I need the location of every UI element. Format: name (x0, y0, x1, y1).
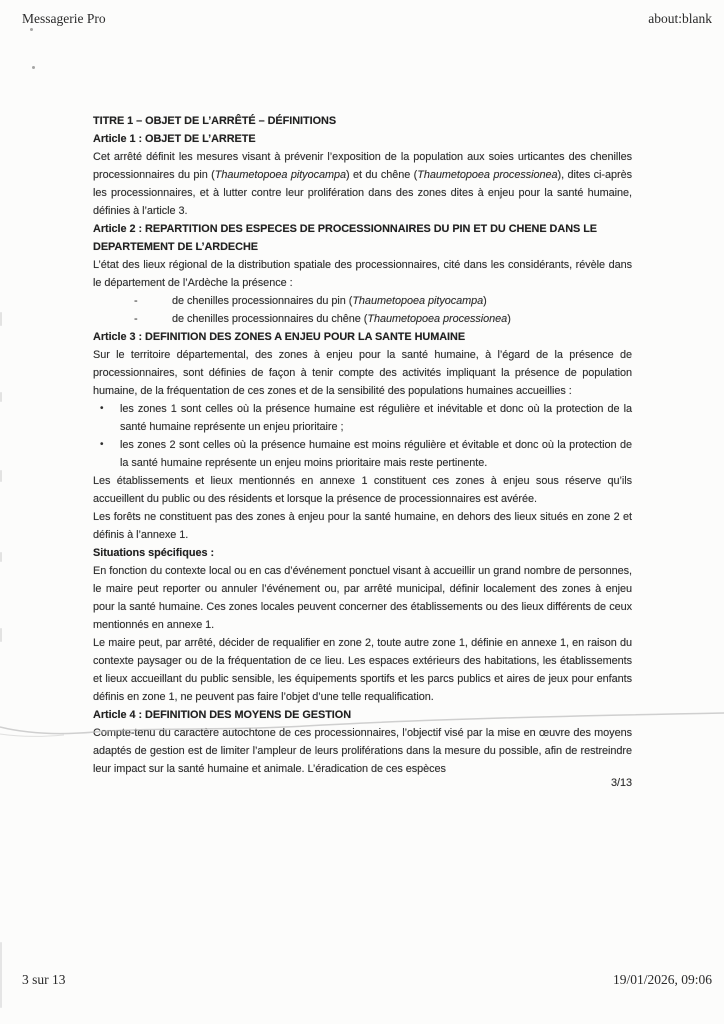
text-run: Cet arrêté définit les mesures visant à prévenir l’exposition de la population aux soies urticantes des chenilles processionnaires du pin ( (93, 151, 632, 181)
article-2-paragraph: L’état des lieux régional de la distribution spatiale des processionnaires, cité dans les considérants, révèle dans le département de l’Ardèche la présence : (93, 259, 632, 289)
print-footer-page-count: 3 sur 13 (22, 972, 66, 987)
species-name: Thaumetopoea processionea (367, 313, 508, 325)
scan-edge-artifact (0, 552, 2, 562)
text-run: ) (507, 313, 511, 325)
scan-edge-artifact (0, 392, 2, 402)
scan-edge-artifact (0, 942, 2, 1008)
text-run: de chenilles processionnaires du chêne ( (172, 313, 368, 325)
article-2-heading: Article 2 : REPARTITION DES ESPECES DE PROCESSIONNAIRES DU PIN ET DU CHENE DANS LE DEPARTEMENT DE L’ARDECHE (93, 223, 598, 253)
article-3-paragraph: Les forêts ne constituent pas des zones à enjeu pour la santé humaine, en dehors des lieux situés en zone 2 et définis à l’annexe 1. (93, 511, 632, 541)
bullet-list-item (93, 436, 632, 472)
article-3-paragraph: En fonction du contexte local ou en cas d’événement ponctuel visant à accueillir un grand nombre de personnes, le maire peut reporter ou annuler l’événement ou, par arrêté municipal, définir localement des zones à enjeu pour la santé humaine. Ces zones locales peuvent concerner des établissements ou des lieux différents de ceux mentionnés en annexe 1. (93, 565, 632, 631)
situations-specifiques-heading: Situations spécifiques : (93, 547, 215, 559)
scan-speck (30, 28, 33, 31)
article-3-paragraph: Sur le territoire départemental, des zones à enjeu pour la santé humaine, à l’égard de la présence de processionnaires, sont définies de façon à tenir compte des activités impliquant la présence de population humaine, de la fréquentation de ces zones et de la sensibilité des populations humaines accueillies : (93, 349, 632, 397)
text-run: de chenilles processionnaires du pin ( (172, 295, 353, 307)
article-4-paragraph: Compte-tenu du caractère autochtone de ces processionnaires, l’objectif visé par la mise en œuvre des moyens adaptés de gestion est de limiter l’ampleur de leurs proliférations dans la mesure du possible, afin de restreindre leur impact sur la santé humaine et animale. L’éradication de ces espèces (93, 727, 632, 775)
article-3-heading: Article 3 : DEFINITION DES ZONES A ENJEU POUR LA SANTE HUMAINE (93, 331, 466, 343)
species-name: Thaumetopoea pityocampa (352, 295, 484, 307)
article-1-heading: Article 1 : OBJET DE L’ARRETE (93, 133, 256, 145)
bullet-marker: • (100, 403, 104, 414)
species-name: Thaumetopoea pityocampa (214, 169, 347, 181)
print-footer-datetime: 19/01/2026, 09:06 (612, 972, 712, 987)
article-3-paragraph: Le maire peut, par arrêté, décider de requalifier en zone 2, toute autre zone 1, définie en annexe 1, en raison du contexte paysager ou de la fréquentation de ce lieu. Les espaces extérieurs des habitations, les établissements et lieux accueillant du public sensible, les équipements sportifs et les parcs publics et aires de jeux pour enfants définis en zone 1, ne peuvent pas faire l’objet d’une telle requalification. (93, 637, 632, 703)
article-3-paragraph: Les établissements et lieux mentionnés en annexe 1 constituent ces zones à enjeu sous réserve qu’ils accueillent du public ou des résidents et lorsque la présence de processionnaires est avérée. (93, 475, 632, 505)
text-run: ), dites ci-après les processionnaires, et à lutter contre leur prolifération dans des zones dites à enjeu pour la santé humaine, définies à l’article 3. (93, 169, 632, 217)
scan-edge-artifact (0, 470, 2, 482)
bullet-text: les zones 1 sont celles où la présence humaine est régulière et inévitable et donc où la protection de la santé humaine représente un enjeu prioritaire ; (120, 403, 632, 433)
dash-marker: - (134, 295, 138, 307)
text-run: ) (483, 295, 487, 307)
article-1-paragraph (93, 148, 632, 220)
bullet-text: les zones 2 sont celles où la présence humaine est moins régulière et évitable et donc où la protection de la santé humaine représente un enjeu moins prioritaire mais reste pertinente. (120, 439, 632, 469)
bullet-list-item (93, 400, 632, 436)
scan-edge-artifact (0, 628, 2, 642)
dash-list-item (93, 310, 632, 328)
doc-title: TITRE 1 – OBJET DE L’ARRÊTÉ – DÉFINITIONS (93, 115, 337, 127)
text-run: ) et du chêne ( (346, 169, 418, 181)
scan-edge-artifact (0, 312, 2, 326)
print-header (22, 11, 712, 27)
dash-list-item (93, 292, 632, 310)
print-header-document-title: Messagerie Pro (22, 11, 106, 26)
dash-marker: - (134, 313, 138, 325)
article-4-heading: Article 4 : DEFINITION DES MOYENS DE GESTION (93, 709, 352, 721)
scan-speck (32, 66, 35, 69)
species-name: Thaumetopoea processionea (417, 169, 558, 181)
bullet-marker: • (100, 439, 104, 450)
scanned-document (93, 112, 632, 792)
print-header-url: about:blank (648, 11, 712, 26)
document-page-number: 3/13 (611, 777, 632, 789)
print-footer (22, 972, 712, 988)
